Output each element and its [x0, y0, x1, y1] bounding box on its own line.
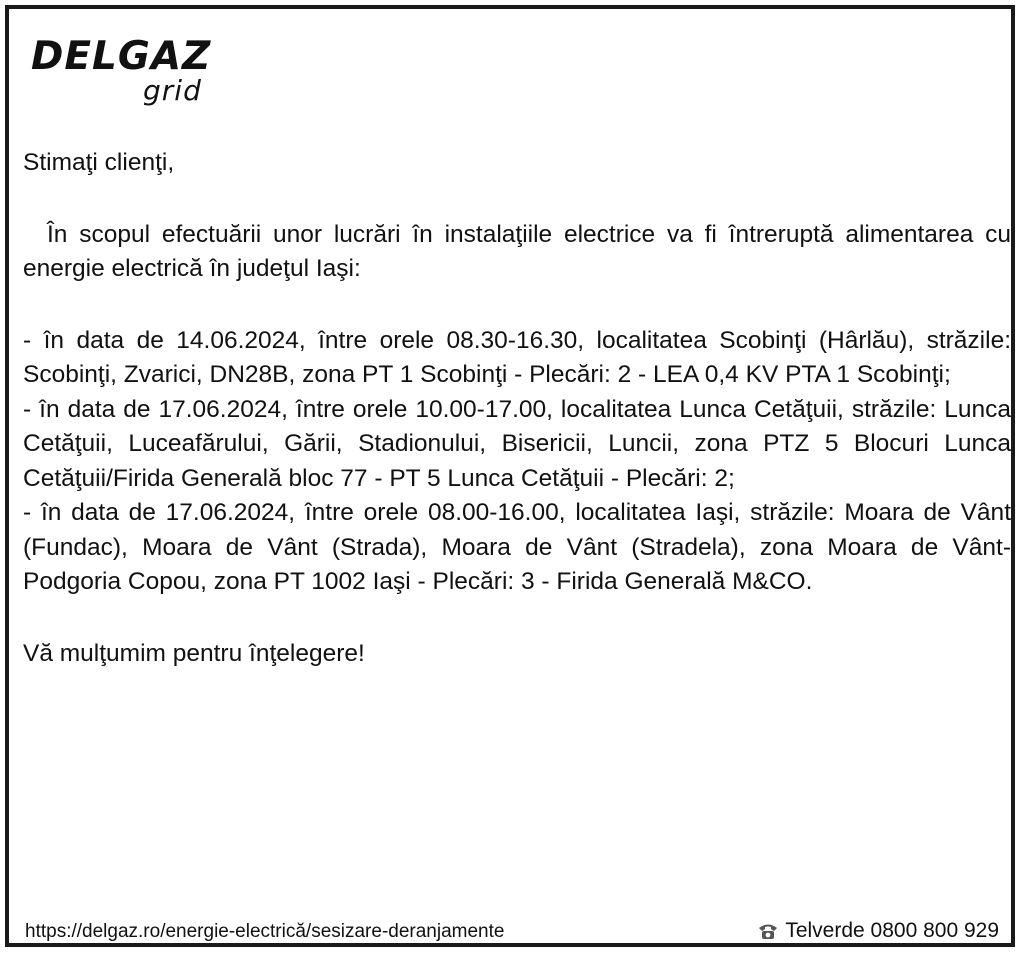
notice-frame — [5, 5, 1015, 947]
outage-item: - în data de 17.06.2024, între orele 10.00-17.00, localitatea Lunca Cetăţuii, străzile: Lunca Cetăţuii, Luceafărului, Gării, Stadionului, Bisericii, Luncii, zona PTZ 5 Blocuri Lunca Cetăţuii/Firida Generală bloc 77 - PT 5 Lunca Cetăţuii - Plecări: 2; — [23, 395, 1011, 492]
outage-item: - în data de 14.06.2024, între orele 08.30-16.30, localitatea Scobinţi (Hârlău), străzile: Scobinţi, Zvarici, DN28B, zona PT 1 Scobinţi - Plecări: 2 - LEA 0,4 KV PTA 1 Scobinţi; — [23, 326, 1011, 388]
logo-brand: DELGAZ — [31, 34, 212, 79]
phone-contact — [757, 919, 999, 943]
telephone-icon — [757, 922, 779, 940]
phone-number: Telverde 0800 800 929 — [785, 919, 999, 942]
intro-paragraph: În scopul efectuării unor lucrări în instalaţiile electrice va fi întreruptă alimentarea cu energie electrică în judeţul Iaşi: — [23, 220, 1011, 282]
salutation: Stimaţi clienţi, — [23, 149, 175, 176]
notice-body — [23, 146, 1011, 671]
outage-item: - în data de 17.06.2024, între orele 08.00-16.00, localitatea Iaşi, străzile: Moara de Vânt (Fundac), Moara de Vânt (Strada), Moara de Vânt (Stradela), zona Moara de Vânt-Podgoria Copou, zona PT 1002 Iaşi - Plecări: 3 - Firida Generală M&CO. — [23, 499, 1011, 595]
closing-line: Vă mulţumim pentru înţelegere! — [23, 639, 365, 667]
report-link[interactable]: https://delgaz.ro/energie-electrică/sesizare-deranjamente — [25, 921, 505, 942]
delgaz-grid-logo — [31, 35, 231, 111]
logo-sub: grid — [143, 74, 202, 107]
